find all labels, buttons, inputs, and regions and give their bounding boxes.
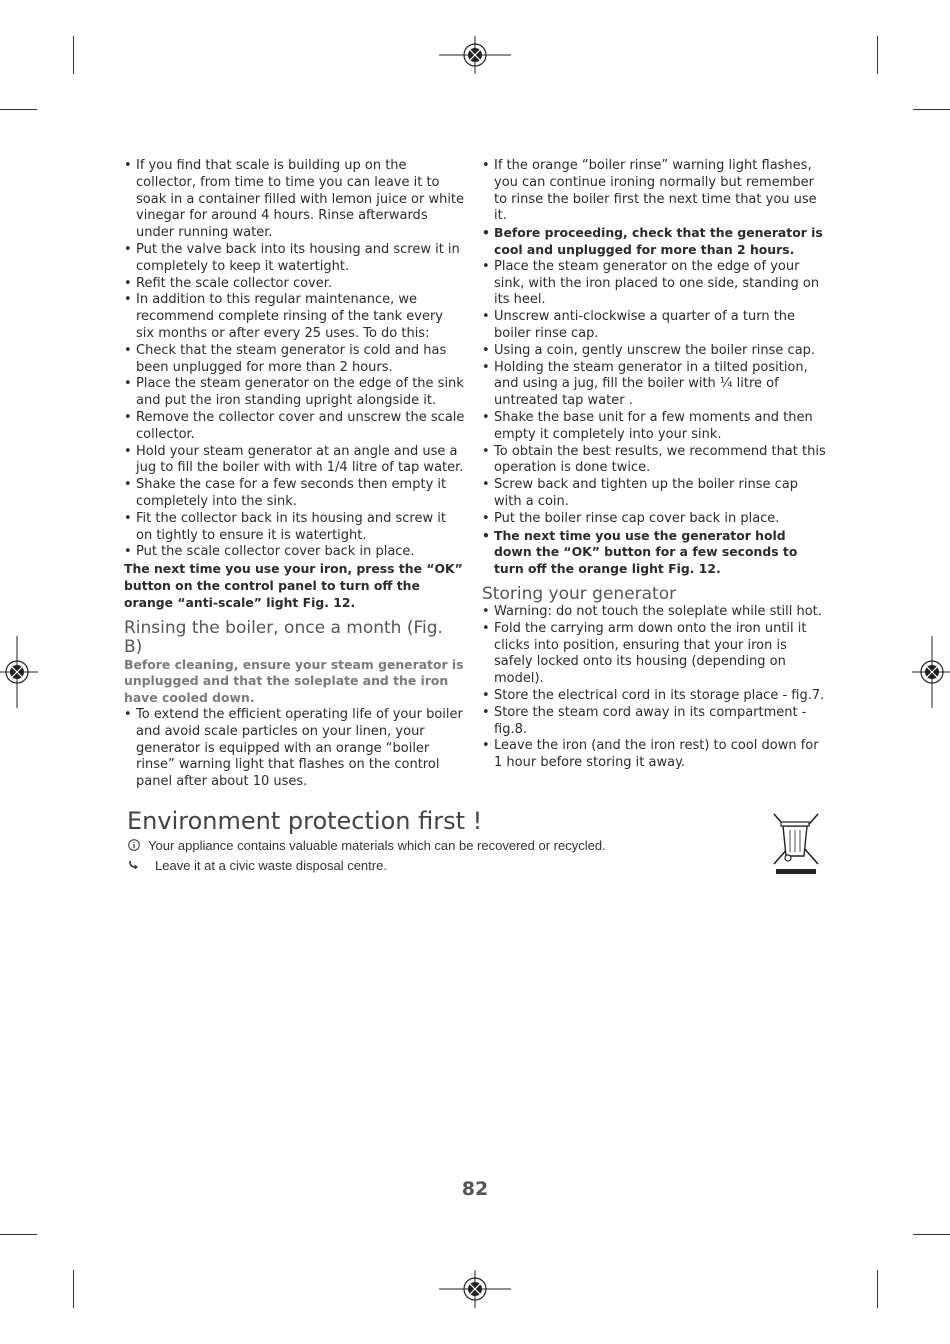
list-item: • If the orange “boiler rinse” warning light flashes, you can continue ironing normally but remember to rinse the boiler first the next time that you use it.	[482, 158, 826, 225]
environment-title: Environment protection first !	[127, 807, 483, 835]
rinsing-warning: Before cleaning, ensure your steam generator is unplugged and that the soleplate and the iron have cooled down.	[124, 656, 464, 706]
environment-action-text: Leave it at a civic waste disposal centre.	[155, 858, 387, 873]
list-item: • Fold the carrying arm down onto the iron until it clicks into position, ensuring that your iron is safely locked onto its housing (depending on model).	[482, 621, 826, 688]
list-item: • To extend the efficient operating life of your boiler and avoid scale particles on your linen, your generator is equipped with an orange “boiler rinse” warning light that flashes on the control panel after about 10 uses.	[124, 707, 465, 791]
storing-heading: Storing your generator	[482, 583, 677, 604]
registration-mark-icon	[0, 636, 38, 708]
rinsing-heading: Rinsing the boiler, once a month (Fig. B)	[124, 617, 443, 657]
list-item: • Leave the iron (and the iron rest) to cool down for 1 hour before storing it away.	[482, 738, 826, 772]
list-item: • If you find that scale is building up on the collector, from time to time you can leave it to soak in a container filled with lemon juice or white vinegar for around 4 hours. Rinse afterwards under running water.	[124, 158, 465, 242]
list-item: • Screw back and tighten up the boiler rinse cap with a coin.	[482, 477, 826, 511]
list-item: • Place the steam generator on the edge of your sink, with the iron placed to one side, standing on its heel.	[482, 259, 826, 309]
list-item: • Place the steam generator on the edge of the sink and put the iron standing upright alongside it.	[124, 376, 465, 410]
list-item: • Holding the steam generator in a tilted position, and using a jug, fill the boiler with ¼ litre of untreated tap water .	[482, 360, 826, 410]
crop-mark	[913, 109, 950, 110]
list-item: • Put the scale collector cover back in place.	[124, 544, 465, 561]
list-item: • Put the boiler rinse cap cover back in place.	[482, 511, 826, 528]
left-column	[124, 158, 465, 791]
maintenance-list	[124, 158, 465, 561]
list-item: • In addition to this regular maintenance, we recommend complete rinsing of the tank every six months or after every 25 uses. To do this:	[124, 292, 465, 342]
registration-mark-icon	[912, 636, 950, 708]
arrow-icon	[128, 858, 155, 874]
list-item: • Check that the steam generator is cold and has been unplugged for more than 2 hours.	[124, 343, 465, 377]
environment-info-text: Your appliance contains valuable materials which can be recovered or recycled.	[148, 838, 606, 853]
list-item: • Unscrew anti-clockwise a quarter of a turn the boiler rinse cap.	[482, 309, 826, 343]
crop-mark	[73, 36, 74, 74]
right-column	[482, 158, 826, 772]
crossed-out-wheelie-bin-icon	[770, 812, 820, 876]
environment-action-line	[128, 858, 387, 874]
list-item: • Fit the collector back in its housing and screw it on tightly to ensure it is watertight.	[124, 511, 465, 545]
anti-scale-note: The next time you use your iron, press the “OK” button on the control panel to turn off the orange “anti-scale” light Fig. 12.	[124, 561, 463, 610]
list-item: • Remove the collector cover and unscrew the scale collector.	[124, 410, 465, 444]
storing-list	[482, 604, 826, 772]
list-item: • Using a coin, gently unscrew the boiler rinse cap.	[482, 343, 826, 360]
crop-mark	[0, 1234, 37, 1235]
list-item: • Store the steam cord away in its compartment - fig.8.	[482, 705, 826, 739]
environment-info-line	[128, 838, 606, 854]
registration-mark-icon	[439, 36, 511, 74]
list-item: • Refit the scale collector cover.	[124, 276, 465, 293]
list-item: • The next time you use the generator hold down the “OK” button for a few seconds to turn off the orange light Fig. 12.	[482, 528, 826, 578]
crop-mark	[73, 1270, 74, 1308]
info-icon	[128, 838, 148, 854]
page-number: 82	[461, 1178, 489, 1200]
rinsing-list	[124, 707, 465, 791]
list-item: • To obtain the best results, we recommend that this operation is done twice.	[482, 444, 826, 478]
list-item: • Shake the base unit for a few moments and then empty it completely into your sink.	[482, 410, 826, 444]
list-item: • Put the valve back into its housing and screw it in completely to keep it watertight.	[124, 242, 465, 276]
list-item: • Before proceeding, check that the generator is cool and unplugged for more than 2 hours.	[482, 225, 826, 259]
list-item: • Warning: do not touch the soleplate while still hot.	[482, 604, 826, 621]
list-item: • Shake the case for a few seconds then empty it completely into the sink.	[124, 477, 465, 511]
crop-mark	[877, 1270, 878, 1308]
registration-mark-icon	[439, 1270, 511, 1308]
crop-mark	[877, 36, 878, 74]
list-item: • Store the electrical cord in its storage place - fig.7.	[482, 688, 826, 705]
list-item: • Hold your steam generator at an angle and use a jug to fill the boiler with with 1/4 litre of tap water.	[124, 444, 465, 478]
crop-mark	[913, 1234, 950, 1235]
boiler-rinse-list	[482, 158, 826, 578]
crop-mark	[0, 109, 37, 110]
